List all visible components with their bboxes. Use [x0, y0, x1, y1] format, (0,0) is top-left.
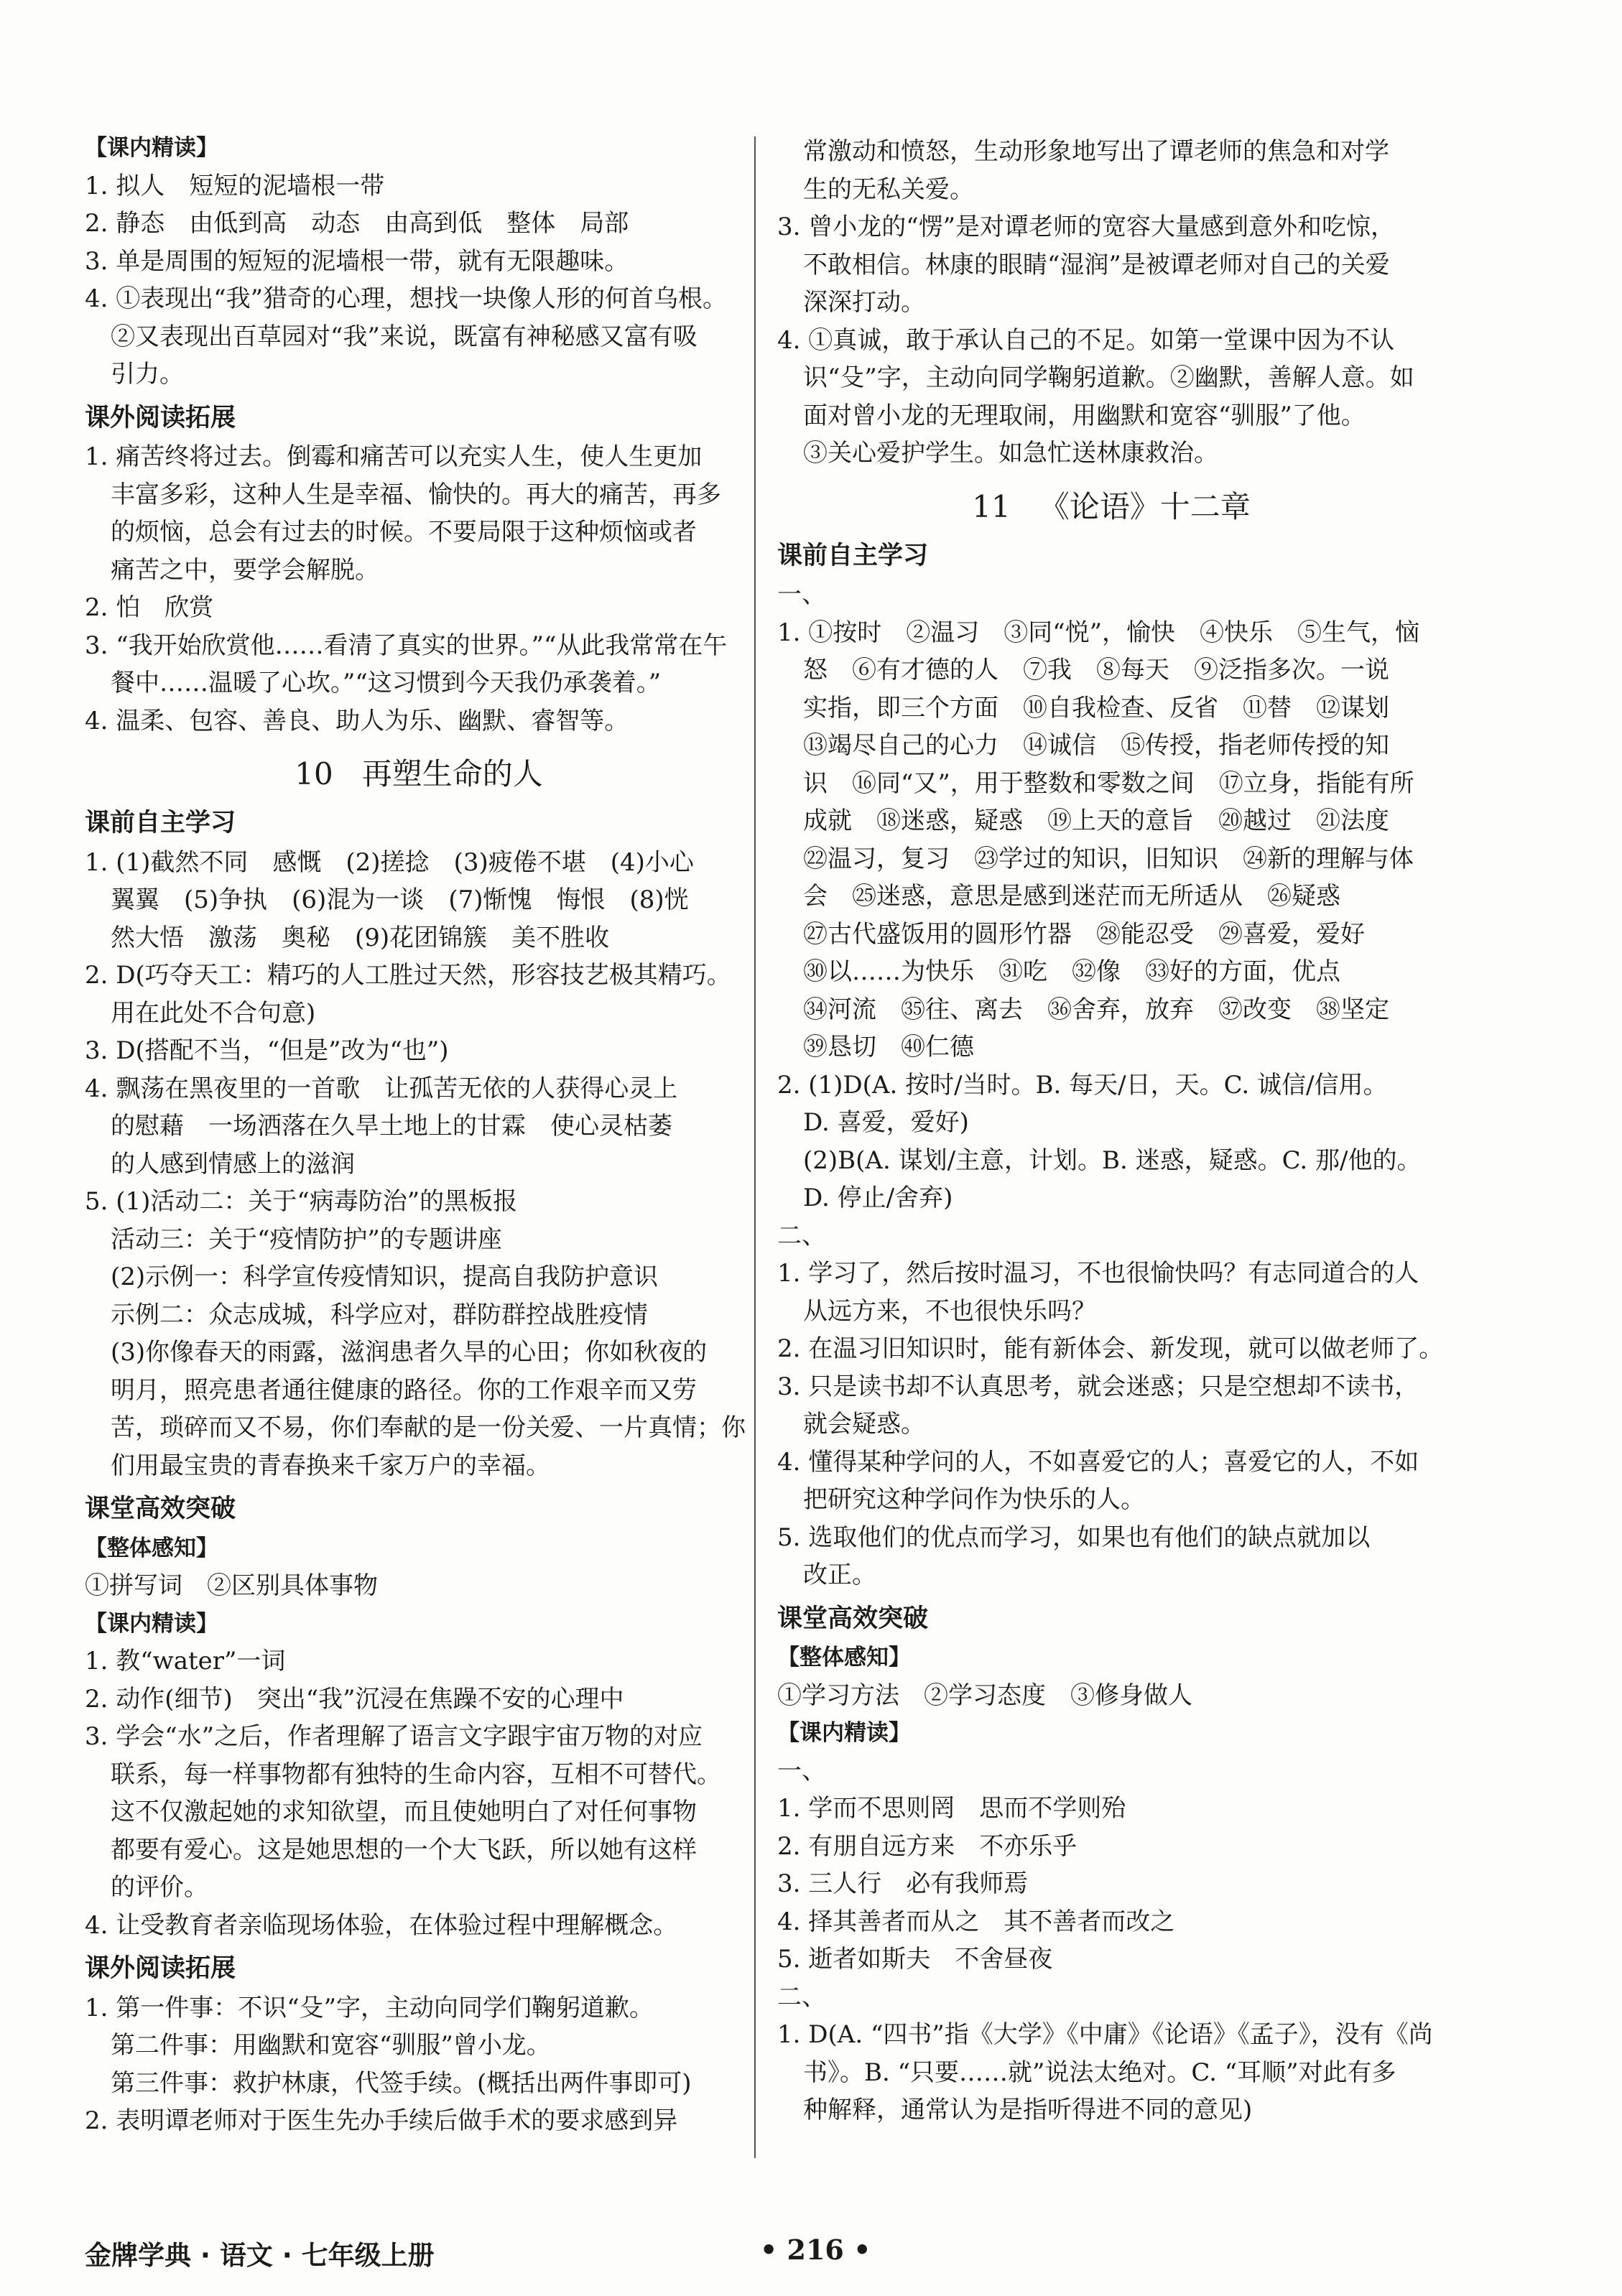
lesson-name: 《论语》十二章	[1039, 488, 1251, 524]
answer-line: ①学习方法 ②学习态度 ③修身做人	[777, 1681, 1192, 1710]
answer-line: 1. D(A. “四书”指《大学》《中庸》《论语》《孟子》，没有《尚	[777, 2020, 1433, 2049]
answer-line: 5. 选取他们的优点而学习，如果也有他们的缺点就加以	[777, 1523, 1371, 1552]
answer-line: 示例二：众志成城，科学应对，群防群控战胜疫情	[111, 1300, 648, 1329]
section-tag: 【课内精读】	[85, 135, 218, 161]
answer-line: ㊴恳切 ㊵仁德	[803, 1033, 974, 1061]
answer-line: D. 停止/舍弃)	[803, 1184, 953, 1212]
section-tag: 【课内精读】	[85, 1610, 218, 1637]
section-heading: 课堂高效突破	[85, 1495, 236, 1523]
answer-line: 的烦恼，总会有过去的时候。不要局限于这种烦恼或者	[111, 518, 697, 547]
answer-line: 一、	[777, 580, 826, 609]
answer-line: 3. 三人行 必有我师焉	[777, 1869, 1029, 1898]
answer-line: 3. 曾小龙的“愣”是对谭老师的宽容大量感到意外和吃惊，	[777, 213, 1396, 241]
answer-line: 怒 ⑥有才德的人 ⑦我 ⑧每天 ⑨泛指多次。一说	[803, 656, 1389, 684]
answer-line: 1. 拟人 短短的泥墙根一带	[85, 171, 385, 200]
answer-line: 1. 痛苦终将过去。倒霉和痛苦可以充实人生，使人生更加	[85, 442, 703, 471]
answer-line: 1. 学而不思则罔 思而不学则殆	[777, 1794, 1126, 1823]
answer-line: 4. ①表现出“我”猎奇的心理，想找一块像人形的何首乌根。	[85, 284, 728, 313]
answer-line: 会 ㉕迷惑，意思是感到迷茫而无所适从 ㉖疑惑	[803, 882, 1340, 911]
answer-line: 面对曾小龙的无理取闹，用幽默和宽容“驯服”了他。	[803, 401, 1366, 430]
answer-line: 把研究这种学问作为快乐的人。	[803, 1485, 1145, 1514]
lesson-number: 10	[295, 756, 333, 791]
answer-line: 丰富多彩，这种人生是幸福、愉快的。再大的痛苦，再多	[111, 480, 721, 509]
answer-line: 的人感到情感上的滋润	[111, 1149, 355, 1179]
answer-line: 用在此处不合句意)	[111, 998, 316, 1028]
answer-line: 2. D(巧夺天工：精巧的人工胜过天然，形容技艺极其精巧。	[85, 961, 731, 990]
answer-line: ㉗古代盛饭用的圆形竹器 ㉘能忍受 ㉙喜爱，爱好	[803, 919, 1365, 949]
answer-line: 苦，琐碎而又不易，你们奉献的是一份关爱、一片真情；你	[111, 1413, 746, 1442]
answer-line: 1. 学习了，然后按时温习，不也很愉快吗？有志同道合的人	[777, 1259, 1419, 1288]
answer-line: 的慰藉 一场洒落在久旱土地上的甘霖 使心灵枯萎	[111, 1112, 672, 1140]
section-heading: 课外阅读拓展	[85, 403, 236, 432]
answer-line: 从远方来，不也很快乐吗？	[803, 1296, 1096, 1326]
section-heading: 课前自主学习	[85, 809, 236, 837]
answer-line: 2. 静态 由低到高 动态 由高到低 整体 局部	[85, 209, 629, 238]
answer-line: 餐中……温暖了心坎。”“这习惯到今天我仍承袭着。”	[111, 669, 662, 697]
answer-line: 二、	[777, 1982, 826, 2012]
answer-line: 种解释，通常认为是指听得进不同的意见)	[803, 2096, 1253, 2124]
answer-line: 深深打动。	[803, 288, 925, 317]
answer-line: 2. 在温习旧知识时，能有新体会、新发现，就可以做老师了。	[777, 1334, 1444, 1363]
answer-line: 3. 单是周围的短短的泥墙根一带，就有无限趣味。	[85, 246, 629, 276]
answer-line: 引力。	[111, 360, 184, 389]
column-divider	[754, 136, 756, 2158]
answer-line: 1. 第一件事：不识“殳”字，主动向同学们鞠躬道歉。	[85, 1993, 654, 2022]
lesson-name: 再塑生命的人	[361, 756, 543, 791]
answer-line: 识 ⑯同“又”，用于整数和零数之间 ⑰立身，指能有所	[803, 768, 1414, 798]
lesson-title	[85, 753, 753, 796]
answer-line: 们用最宝贵的青春换来千家万户的幸福。	[111, 1451, 550, 1480]
answer-line: 3. D(搭配不当，“但是”改为“也”)	[85, 1036, 449, 1065]
answer-line: 4. 温柔、包容、善良、助人为乐、幽默、睿智等。	[85, 706, 629, 735]
answer-line: 然大悟 激荡 奥秘 (9)花团锦簇 美不胜收	[111, 923, 610, 952]
answer-line: 明月，照亮患者通往健康的路径。你的工作艰辛而又劳	[111, 1375, 697, 1405]
answer-line: 5. (1)活动二：关于“病毒防治”的黑板报	[85, 1187, 518, 1216]
answer-line: 的评价。	[111, 1873, 208, 1902]
answer-line: 3. “我开始欣赏他……看清了真实的世界。”“从此我常常在午	[85, 631, 728, 660]
section-heading: 课堂高效突破	[777, 1604, 929, 1633]
answer-line: 痛苦之中，要学会解脱。	[111, 555, 379, 585]
answer-line: 实指，即三个方面 ⑩自我检查、反省 ⑪替 ⑫谋划	[803, 693, 1389, 722]
answer-line: ㉒温习，复习 ㉓学过的知识，旧知识 ㉔新的理解与体	[803, 844, 1414, 873]
answer-line: 1. 教“water”一词	[85, 1647, 286, 1675]
answer-line: 这不仅激起她的求知欲望，而且使她明白了对任何事物	[111, 1798, 697, 1826]
answer-line: 改正。	[803, 1561, 876, 1589]
answer-line: 3. 学会“水”之后，作者理解了语言文字跟宇宙万物的对应	[85, 1722, 703, 1751]
section-tag: 【课内精读】	[777, 1720, 911, 1746]
answer-line: 3. 只是读书却不认真思考，就会迷惑；只是空想却不读书，	[777, 1372, 1419, 1401]
lesson-title	[777, 485, 1445, 529]
answer-line: 4. 飘荡在黑夜里的一首歌 让孤苦无依的人获得心灵上	[85, 1074, 678, 1103]
answer-line: 二、	[777, 1221, 826, 1250]
answer-line: D. 喜爱，爱好)	[803, 1108, 969, 1137]
answer-line: 1. ①按时 ②温习 ③同“悦”，愉快 ④快乐 ⑤生气，恼	[777, 618, 1420, 647]
answer-line: 4. 择其善者而从之 其不善者而改之	[777, 1907, 1175, 1936]
answer-line: (2)B(A. 谋划/主意，计划。B. 迷惑，疑惑。C. 那/他的。	[803, 1145, 1422, 1175]
answer-line: 1. (1)截然不同 感慨 (2)搓捻 (3)疲倦不堪 (4)小心	[85, 847, 694, 877]
answer-line: 2. (1)D(A. 按时/当时。B. 每天/日，天。C. 诚信/信用。	[777, 1070, 1388, 1100]
answer-line: 都要有爱心。这是她思想的一个大飞跃，所以她有这样	[111, 1835, 697, 1864]
answer-line: 联系，每一样事物都有独特的生命内容，互相不可替代。	[111, 1760, 721, 1789]
page-number: • 216 •	[760, 2234, 871, 2266]
answer-line: 一、	[777, 1756, 826, 1785]
left-column	[85, 129, 753, 2140]
answer-line: 翼翼 (5)争执 (6)混为一谈 (7)惭愧 悔恨 (8)恍	[111, 886, 689, 914]
answer-line: 2. 怕 欣赏	[85, 593, 214, 622]
answer-line: 4. 懂得某种学问的人，不如喜爱它的人；喜爱它的人，不如	[777, 1447, 1419, 1477]
answer-line: 2. 表明谭老师对于医生先办手续后做手术的要求感到异	[85, 2106, 678, 2135]
answer-line: 第三件事：救护林康，代签手续。(概括出两件事即可)	[111, 2068, 692, 2098]
answer-line: 活动三：关于“疫情防护”的专题讲座	[111, 1224, 502, 1254]
answer-line: (2)示例一：科学宣传疫情知识，提高自我防护意识	[111, 1263, 659, 1291]
answer-line: 识“殳”字，主动向同学鞠躬道歉。②幽默，善解人意。如	[803, 363, 1414, 392]
section-tag: 【整体感知】	[777, 1645, 911, 1670]
answer-line: ②又表现出百草园对“我”来说，既富有神秘感又富有吸	[111, 322, 698, 351]
answer-line: ⑬竭尽自己的心力 ⑭诚信 ⑮传授，指老师传授的知	[803, 731, 1389, 760]
page-footer	[85, 2234, 1543, 2277]
footer-book-title: 金牌学典 · 语文 · 七年级上册	[85, 2240, 435, 2271]
answer-line: 第二件事：用幽默和宽容“驯服”曾小龙。	[111, 2031, 551, 2060]
answer-line: 2. 动作(细节) 突出“我”沉浸在焦躁不安的心理中	[85, 1684, 624, 1714]
section-tag: 【整体感知】	[85, 1535, 218, 1561]
section-heading: 课前自主学习	[777, 541, 929, 570]
answer-line: 2. 有朋自远方来 不亦乐乎	[777, 1831, 1078, 1861]
lesson-number: 11	[972, 488, 1011, 524]
answer-line: 4. ①真诚，敢于承认自己的不足。如第一堂课中因为不认	[777, 325, 1395, 355]
answer-line: 不敢相信。林康的眼睛“湿润”是被谭老师对自己的关爱	[803, 250, 1390, 279]
answer-line: ㉞河流 ㉟往、离去 ㊱舍弃，放弃 ㊲改变 ㊳坚定	[803, 995, 1389, 1024]
right-column	[777, 133, 1445, 2129]
answer-line: (3)你像春天的雨露，滋润患者久旱的心田；你如秋夜的	[111, 1338, 708, 1367]
answer-line: 常激动和愤怒，生动形象地写出了谭老师的焦急和对学	[803, 137, 1389, 166]
answer-line: 生的无私关爱。	[803, 175, 974, 204]
answer-line: 就会疑惑。	[803, 1410, 925, 1439]
answer-line: ①拼写词 ②区别具体事物	[85, 1571, 378, 1600]
answer-line: 4. 让受教育者亲临现场体验，在体验过程中理解概念。	[85, 1910, 678, 1940]
section-heading: 课外阅读拓展	[85, 1954, 236, 1983]
answer-line: 5. 逝者如斯夫 不舍昼夜	[777, 1945, 1053, 1974]
answer-line: ㉚以……为快乐 ㉛吃 ㉜像 ㉝好的方面，优点	[803, 957, 1340, 986]
answer-line: 书》。B. “只要……就”说法太绝对。C. “耳顺”对此有多	[803, 2058, 1396, 2087]
answer-line: ③关心爱护学生。如急忙送林康救治。	[803, 439, 1218, 468]
answer-line: 成就 ⑱迷惑，疑惑 ⑲上天的意旨 ⑳越过 ㉑法度	[803, 807, 1389, 835]
